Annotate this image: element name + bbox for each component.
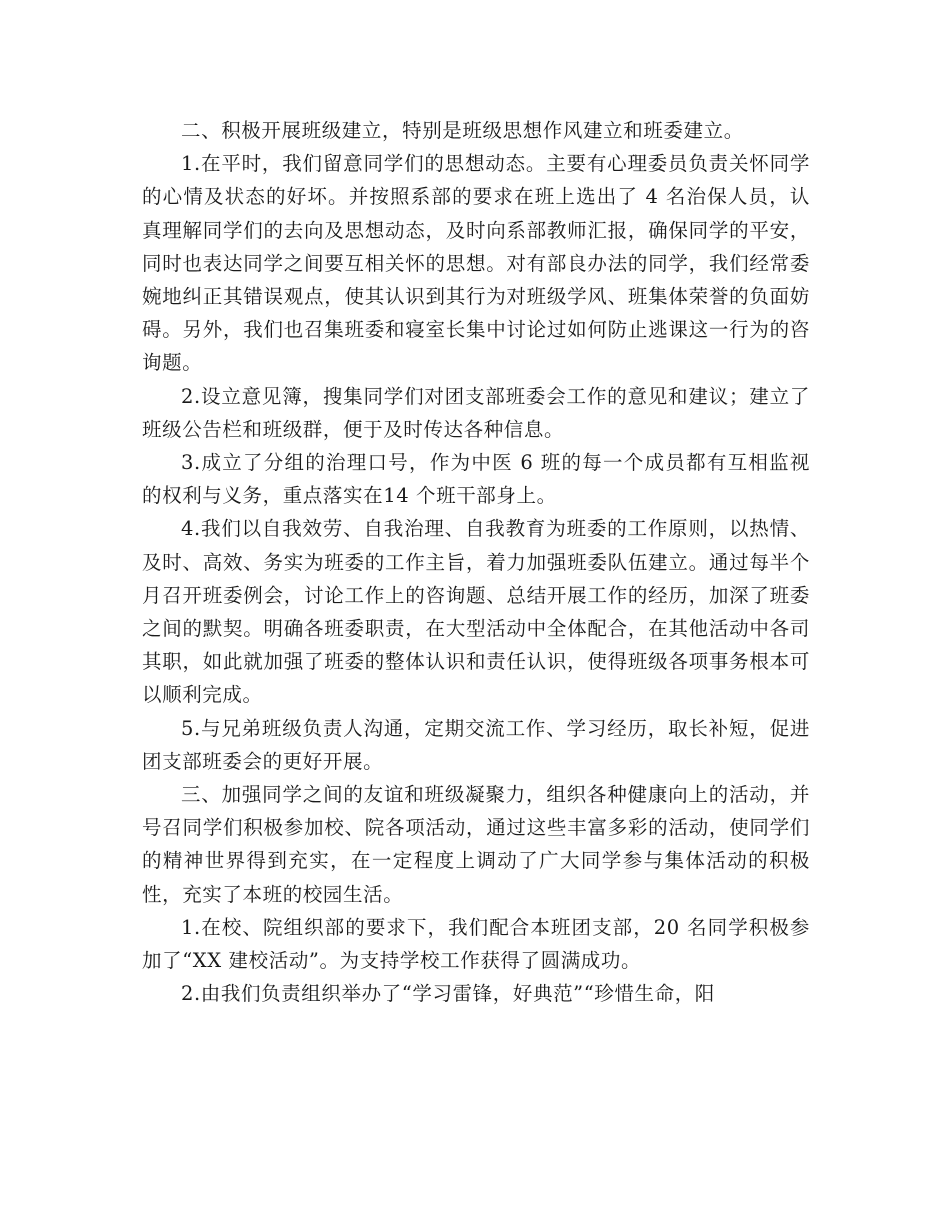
paragraph-item-4: 4.我们以自我效劳、自我治理、自我教育为班委的工作原则，以热情、及时、高效、务实为班委的工作主旨，着力加强班委队伍建立。通过每半个月召开班委例会，讨论工作上的咨询题、总结开展工作的经历，加深了班委之间的默契。明确各班委职责，在大型活动中全体配合，在其他活动中各司其职，如此就加强了班委的整体认识和责任认识，使得班级各项事务根本可以顺利完成。 bbox=[142, 517, 810, 707]
document-page bbox=[142, 114, 810, 1010]
paragraph-item-2: 2.设立意见簿，搜集同学们对团支部班委会工作的意见和建议；建立了班级公告栏和班级群，便于及时传达各种信息。 bbox=[142, 384, 810, 441]
paragraph-item-3-1: 1.在校、院组织部的要求下，我们配合本班团支部，20 名同学积极参加了“XX 建校活动”。为支持学校工作获得了圆满成功。 bbox=[142, 915, 810, 973]
section-heading-2: 二、积极开展班级建立，特别是班级思想作风建立和班委建立。 bbox=[181, 119, 744, 142]
paragraph-item-3-2: 2.由我们负责组织举办了“学习雷锋，好典范”“珍惜生命，阳 bbox=[181, 982, 715, 1006]
paragraph-item-1: 1.在平时，我们留意同学们的思想动态。主要有心理委员负责关怀同学的心情及状态的好坏。并按照系部的要求在班上选出了 4 名治保人员，认真理解同学们的去向及思想动态，及时向系部教师汇报，确保同学的平安，同时也表达同学之间要互相关怀的思想。对有部良办法的同学，我们经常委婉地纠正其错误观点，使其认识到其行为对班级学风、班集体荣誉的负面妨碍。另外，我们也召集班委和寝室长集中讨论过如何防止逃课这一行为的咨询题。 bbox=[142, 152, 810, 375]
section-heading-3: 三、加强同学之间的友谊和班级凝聚力，组织各种健康向上的活动，并号召同学们积极参加校、院各项活动，通过这些丰富多彩的活动，使同学们的精神世界得到充实，在一定程度上调动了广大同学参与集体活动的积极性，充实了本班的校园生活。 bbox=[142, 783, 810, 906]
paragraph-item-5: 5.与兄弟班级负责人沟通，定期交流工作、学习经历，取长补短，促进团支部班委会的更好开展。 bbox=[142, 716, 810, 773]
paragraph-item-3: 3.成立了分组的治理口号，作为中医 6 班的每一个成员都有互相监视的权利与义务，重点落实在14 个班干部身上。 bbox=[142, 451, 810, 508]
